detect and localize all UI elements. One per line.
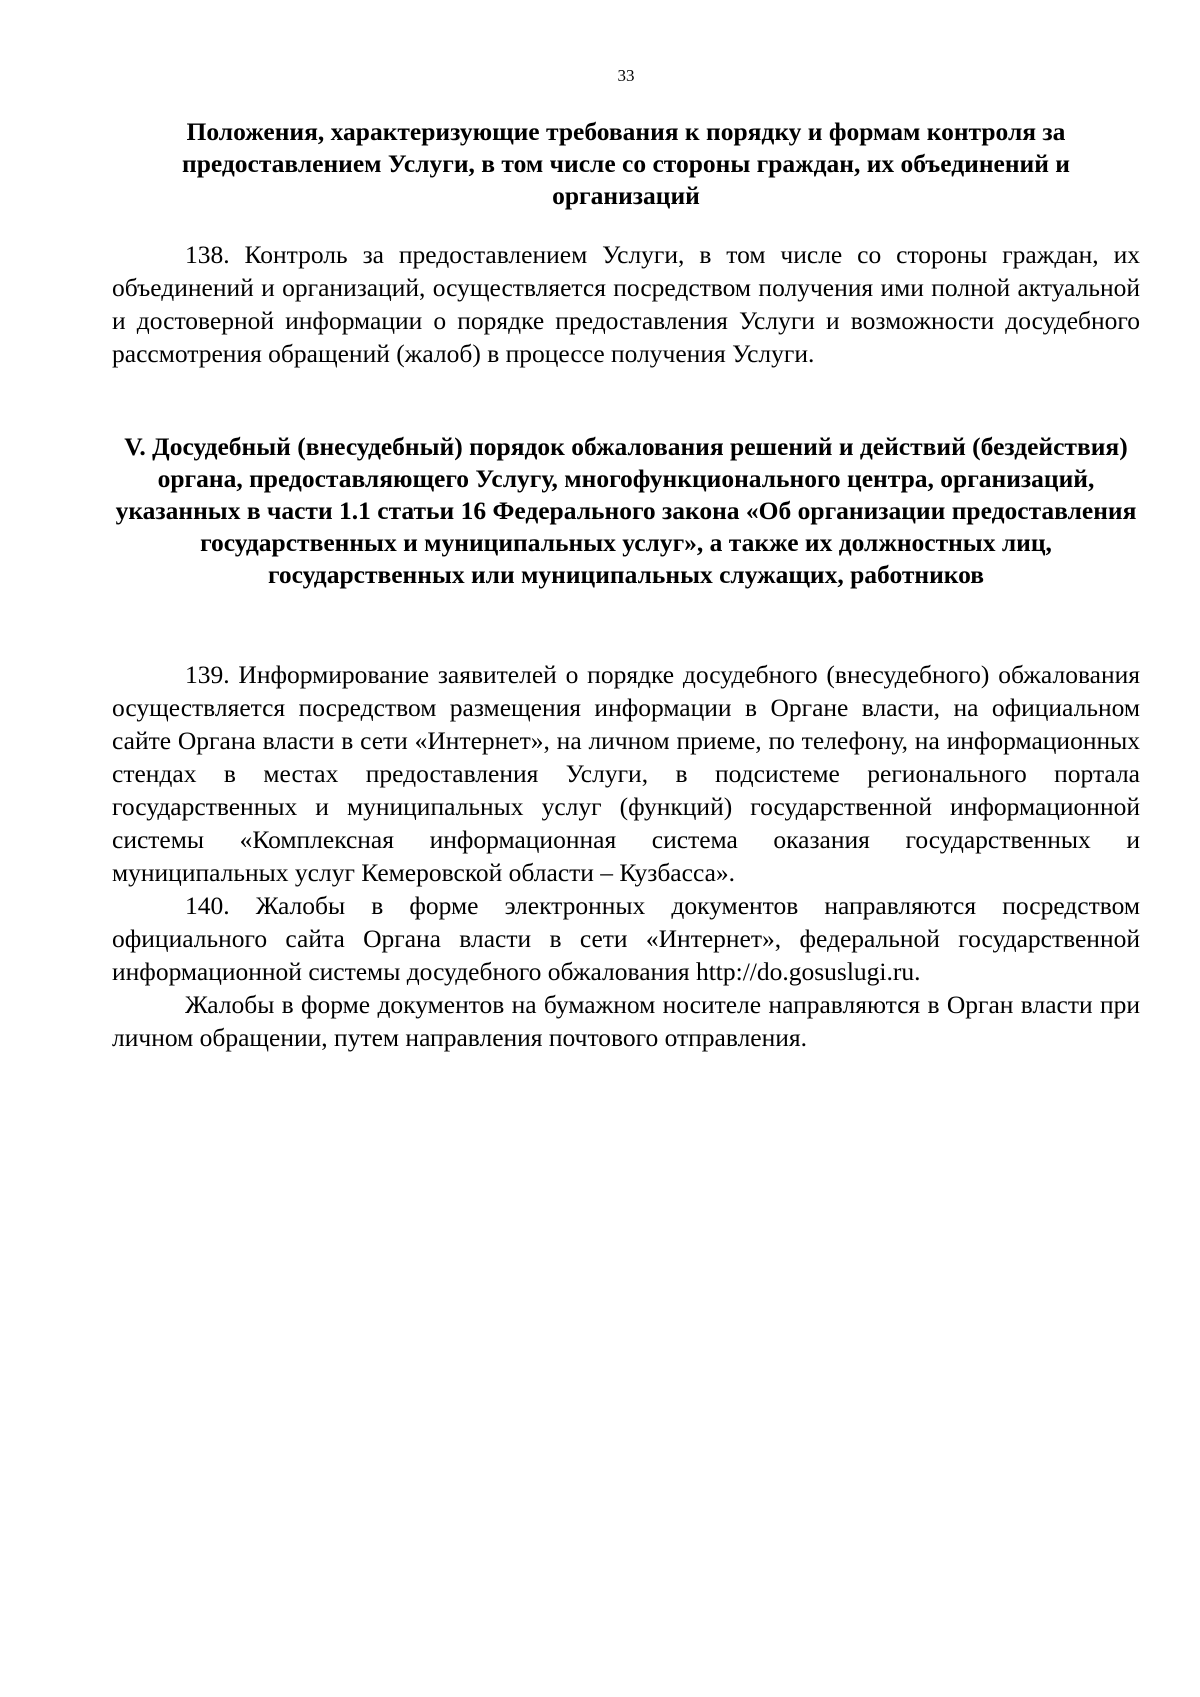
paragraph-140: 140. Жалобы в форме электронных документов направляются посредством официального сайта Органа власти в сети «Интернет», федеральной государственной информационной системы досудебного обжалования http://do.gosuslugi.ru. [112,891,1140,986]
section-body-control [112,238,1140,370]
paragraph-paper-complaints: Жалобы в форме документов на бумажном носителе направляются в Орган власти при личном обращении, путем направления почтового отправления. [112,990,1140,1052]
paragraph-139: 139. Информирование заявителей о порядке досудебного (внесудебного) обжалования осуществляется посредством размещения информации в Органе власти, на официальном сайте Органа власти в сети «Интернет», на личном приеме, по телефону, на информационных стендах в местах предоставления Услуги, в подсистеме регионального портала государственных и муниципальных услуг (функций) государственной информационной системы «Комплексная информационная система оказания государственных и муниципальных услуг Кемеровской области – Кузбасса». [112,660,1140,887]
section-heading-control: Положения, характеризующие требования к порядку и формам контроля за предоставлением Услуги, в том числе со стороны граждан, их объединений и организаций [182,117,1070,210]
section-body-appeal [112,658,1140,1054]
paragraph-138: 138. Контроль за предоставлением Услуги, в том числе со стороны граждан, их объединений и организаций, осуществляется посредством получения ими полной актуальной и достоверной информации о порядке предоставления Услуги и возможности досудебного рассмотрения обращений (жалоб) в процессе получения Услуги. [112,240,1140,368]
section-heading-appeal: V. Досудебный (внесудебный) порядок обжалования решений и действий (бездействия) органа, предоставляющего Услугу, многофункционального центра, организаций, указанных в части 1.1 статьи 16 Федерального закона «Об организации предоставления государственных и муниципальных услуг», а также их должностных лиц, государственных или муниципальных служащих, работников [115,432,1137,589]
page-number: 33 [617,66,635,85]
